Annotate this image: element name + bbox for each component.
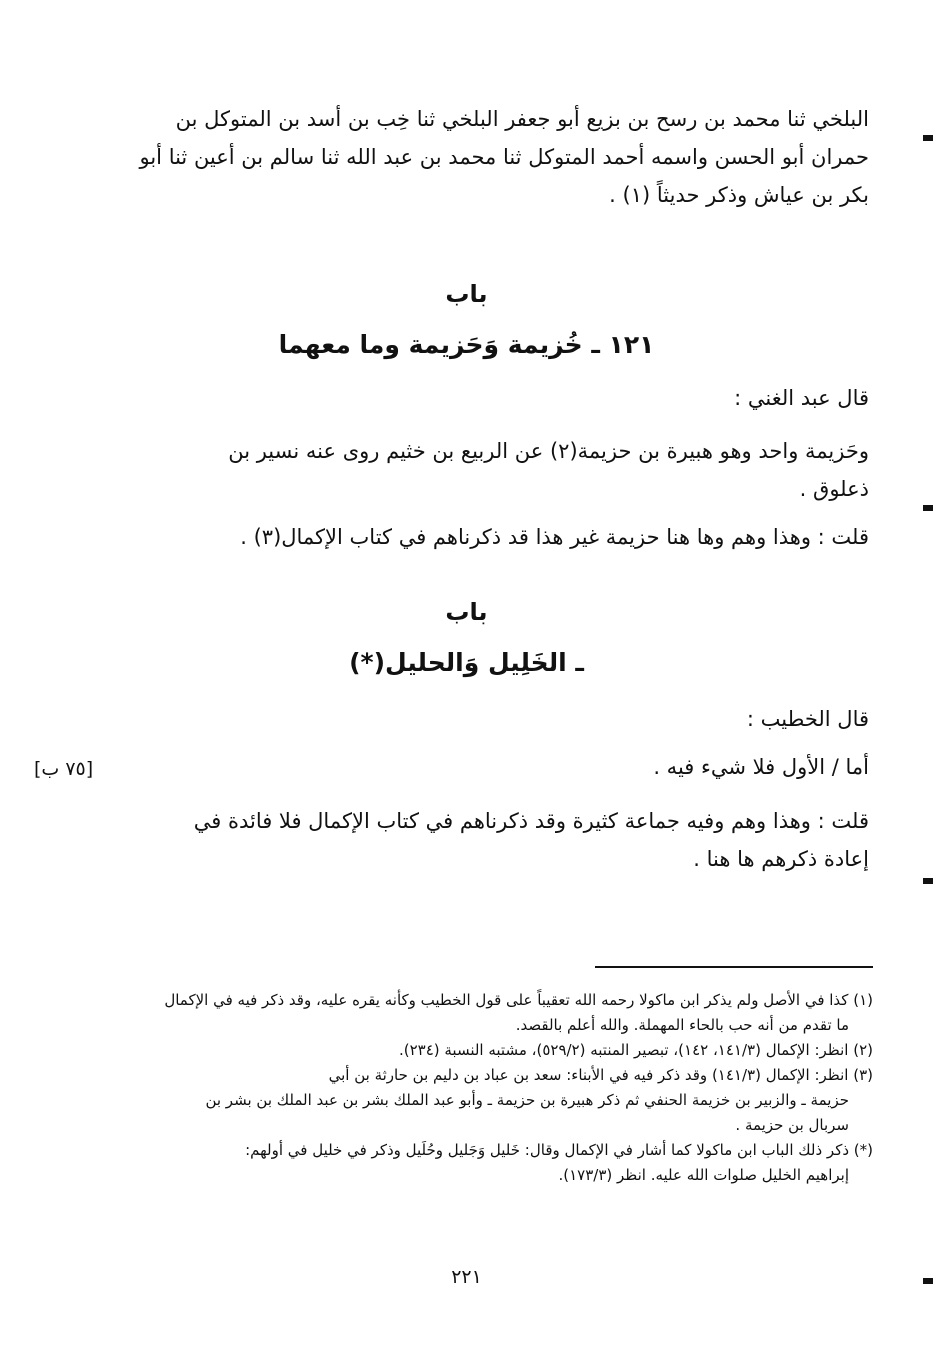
folio-margin-note: [٧٥ ب] xyxy=(34,758,94,780)
footnotes xyxy=(121,988,873,1188)
footnote-line: (*) ذكر ذلك الباب ابن ماكولا كما أشار في الإكمال وقال: خَليل وَجَليل وحُلَيل وذكر في خليل في أولهم: xyxy=(245,1141,873,1159)
footnote-line: سربال بن حزيمة . xyxy=(735,1116,849,1134)
paragraph-line: قال عبد الغني : xyxy=(734,386,869,410)
section-bab-label: باب xyxy=(445,280,488,308)
section-2-comment xyxy=(117,518,869,556)
paragraph-line: وحَزيمة واحد وهو هبيرة بن حزيمة(٢) عن الربيع بن خثيم روى عنه نسير بن xyxy=(228,439,869,463)
footnote-line: حزيمة ـ والزبير بن خزيمة الحنفي ثم ذكر هبيرة بن حزيمة ـ وأبو عبد الملك بشر بن عبد الملك بن بشر بن xyxy=(205,1091,849,1109)
footnote-line: إبراهيم الخليل صلوات الله عليه. انظر (١٧٣/٣). xyxy=(558,1166,849,1184)
section-title: ـ الخَلِيل وَالحليل(*) xyxy=(349,648,584,677)
footnote-line: (١) كذا في الأصل ولم يذكر ابن ماكولا رحمه الله تعقيباً على قول الخطيب وكأنه يقره عليه، وقد ذكر فيه في الإكمال xyxy=(164,991,873,1009)
footnote-line: (٣) انظر: الإكمال (١٤١/٣) وقد ذكر فيه في الأبناء: سعد بن عباد بن دليم بن حارثة بن أبي xyxy=(328,1066,873,1084)
opening-paragraph xyxy=(117,100,869,214)
section-3-text xyxy=(117,700,869,738)
section-3-comment xyxy=(117,802,869,878)
section-3-text xyxy=(117,748,869,786)
paragraph-line: إعادة ذكرهم ها هنا . xyxy=(693,847,869,871)
page-number: ٢٢١ xyxy=(451,1266,482,1288)
edge-mark xyxy=(923,878,933,884)
footnote-line: ما تقدم من أنه حب بالحاء المهملة. والله أعلم بالقصد. xyxy=(515,1016,849,1034)
footnote-separator xyxy=(595,966,873,968)
paragraph-line: حمران أبو الحسن واسمه أحمد المتوكل ثنا محمد بن عبد الله ثنا سالم بن أعين ثنا أبو xyxy=(139,145,869,169)
section-bab-label: باب xyxy=(445,598,488,626)
section-2-text xyxy=(117,379,869,417)
paragraph-line: قال الخطيب : xyxy=(746,707,869,731)
footnote-line: (٢) انظر: الإكمال (١٤١/٣، ١٤٢)، تبصير المنتبه (٥٢٩/٢)، مشتبه النسبة (٢٣٤). xyxy=(398,1041,873,1059)
paragraph-line: قلت : وهذا وهم وها هنا حزيمة غير هذا قد ذكرناهم في كتاب الإكمال(٣) . xyxy=(240,525,869,549)
paragraph-line: البلخي ثنا محمد بن رسح بن بزيع أبو جعفر البلخي ثنا خِب بن أسد بن المتوكل بن xyxy=(175,107,869,131)
paragraph-line: قلت : وهذا وهم وفيه جماعة كثيرة وقد ذكرناهم في كتاب الإكمال فلا فائدة في xyxy=(193,809,869,833)
edge-mark xyxy=(923,505,933,511)
paragraph-line: ذعلوق . xyxy=(799,477,869,501)
section-title: ١٢١ ـ خُزيمة وَحَزيمة وما معهما xyxy=(278,330,655,359)
paragraph-line: بكر بن عياش وذكر حديثاً (١) . xyxy=(609,183,869,207)
edge-mark xyxy=(923,135,933,141)
paragraph-line: أما / الأول فلا شيء فيه . xyxy=(653,755,869,779)
section-2-paragraph xyxy=(117,432,869,508)
